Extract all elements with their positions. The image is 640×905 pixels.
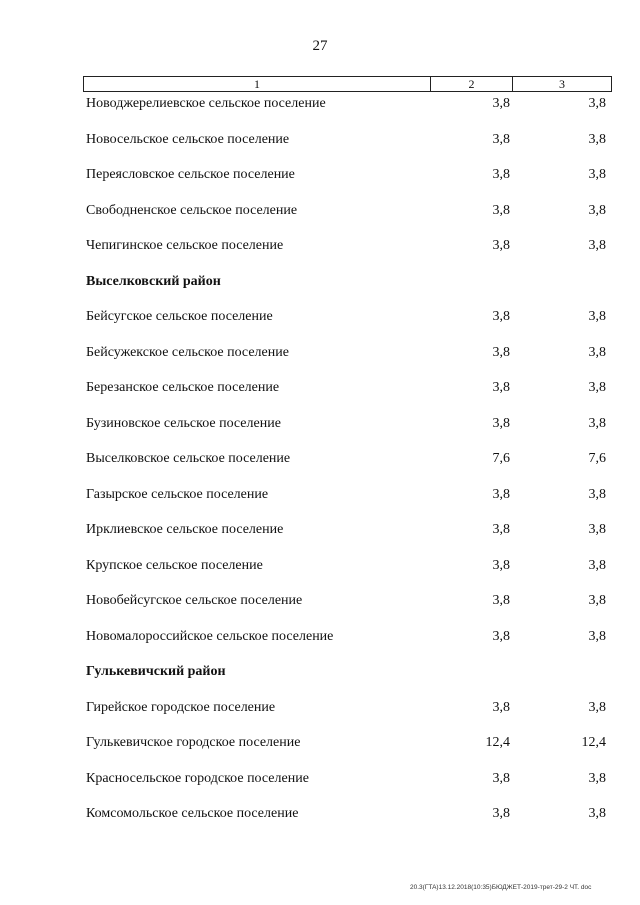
- value-column-2: 3,8: [492, 628, 510, 644]
- value-column-2: 3,8: [492, 380, 510, 395]
- settlement-row: [0, 96, 640, 132]
- column-header-1: 1: [84, 77, 431, 92]
- settlement-name: Комсомольское сельское поселение: [86, 806, 299, 821]
- settlement-name: Выселковское сельское поселение: [86, 451, 291, 466]
- settlement-row: [0, 593, 640, 629]
- district-heading-row: [0, 274, 640, 310]
- value-column-2: 7,6: [492, 451, 510, 466]
- value-column-2: 3,8: [492, 770, 510, 786]
- district-heading-row: [0, 664, 640, 700]
- value-column-2: 3,8: [492, 806, 510, 821]
- value-column-3: 3,8: [588, 96, 606, 111]
- value-column-3: 3,8: [588, 415, 606, 431]
- value-column-3: 12,4: [581, 735, 606, 750]
- settlement-row: [0, 700, 640, 736]
- settlement-name: Чепигинское сельское поселение: [86, 238, 284, 253]
- value-column-3: 3,8: [588, 167, 606, 182]
- value-column-2: 3,8: [492, 202, 510, 218]
- settlement-row: [0, 629, 640, 665]
- value-column-3: 7,6: [588, 451, 606, 466]
- value-column-2: 3,8: [492, 131, 510, 147]
- settlement-list: [0, 96, 640, 842]
- settlement-row: [0, 487, 640, 523]
- settlement-name: Гулькевичское городское поселение: [86, 735, 301, 750]
- settlement-row: [0, 203, 640, 239]
- value-column-3: 3,8: [588, 628, 606, 644]
- column-header-table: [83, 76, 612, 92]
- value-column-3: 3,8: [588, 202, 606, 218]
- value-column-2: 3,8: [492, 96, 510, 111]
- settlement-name: Бейсугское сельское поселение: [86, 309, 273, 324]
- value-column-2: 3,8: [492, 415, 510, 431]
- value-column-3: 3,8: [588, 486, 606, 502]
- value-column-3: 3,8: [588, 699, 606, 715]
- value-column-3: 3,8: [588, 131, 606, 147]
- settlement-row: [0, 771, 640, 807]
- value-column-3: 3,8: [588, 557, 606, 573]
- settlement-name: Гирейское городское поселение: [86, 699, 276, 715]
- settlement-name: Новосельское сельское поселение: [86, 131, 290, 147]
- settlement-row: [0, 309, 640, 345]
- settlement-row: [0, 451, 640, 487]
- settlement-row: [0, 416, 640, 452]
- settlement-name: Переясловское сельское поселение: [86, 167, 295, 182]
- settlement-row: [0, 238, 640, 274]
- settlement-row: [0, 806, 640, 842]
- settlement-name: Новомалороссийское сельское поселение: [86, 628, 334, 644]
- document-footer: 20.3(ГТА)13.12.2018(10:35)БЮДЖЕТ-2019-трет-29-2 ЧТ. doc: [410, 884, 592, 891]
- settlement-name: Бузиновское сельское поселение: [86, 415, 281, 431]
- value-column-2: 3,8: [492, 522, 510, 537]
- value-column-2: 3,8: [492, 167, 510, 182]
- value-column-2: 3,8: [492, 593, 510, 608]
- settlement-row: [0, 522, 640, 558]
- settlement-row: [0, 735, 640, 771]
- value-column-2: 12,4: [485, 735, 510, 750]
- value-column-3: 3,8: [588, 309, 606, 324]
- settlement-name: Березанское сельское поселение: [86, 380, 280, 395]
- settlement-name: Крупское сельское поселение: [86, 557, 263, 573]
- column-header-row: [84, 77, 612, 92]
- settlement-name: Бейсужекское сельское поселение: [86, 344, 289, 360]
- settlement-name: Свободненское сельское поселение: [86, 202, 298, 218]
- settlement-row: [0, 345, 640, 381]
- settlement-name: Новобейсугское сельское поселение: [86, 593, 303, 608]
- value-column-2: 3,8: [492, 699, 510, 715]
- settlement-row: [0, 558, 640, 594]
- page-number: 27: [312, 38, 328, 54]
- settlement-name: Новоджерелиевское сельское поселение: [86, 96, 326, 111]
- value-column-3: 3,8: [588, 344, 606, 360]
- settlement-name: Ирклиевское сельское поселение: [86, 522, 284, 537]
- settlement-row: [0, 132, 640, 168]
- settlement-name: Красносельское городское поселение: [86, 770, 309, 786]
- settlement-name: Газырское сельское поселение: [86, 486, 269, 502]
- value-column-2: 3,8: [492, 238, 510, 253]
- value-column-3: 3,8: [588, 770, 606, 786]
- value-column-3: 3,8: [588, 806, 606, 821]
- value-column-2: 3,8: [492, 309, 510, 324]
- value-column-3: 3,8: [588, 593, 606, 608]
- value-column-2: 3,8: [492, 486, 510, 502]
- settlement-row: [0, 380, 640, 416]
- value-column-2: 3,8: [492, 557, 510, 573]
- district-name: Гулькевичский район: [86, 664, 226, 679]
- value-column-2: 3,8: [492, 344, 510, 360]
- settlement-row: [0, 167, 640, 203]
- value-column-3: 3,8: [588, 238, 606, 253]
- value-column-3: 3,8: [588, 522, 606, 537]
- column-header-3: 3: [513, 77, 612, 92]
- column-header-2: 2: [431, 77, 513, 92]
- value-column-3: 3,8: [588, 380, 606, 395]
- district-name: Выселковский район: [86, 273, 221, 289]
